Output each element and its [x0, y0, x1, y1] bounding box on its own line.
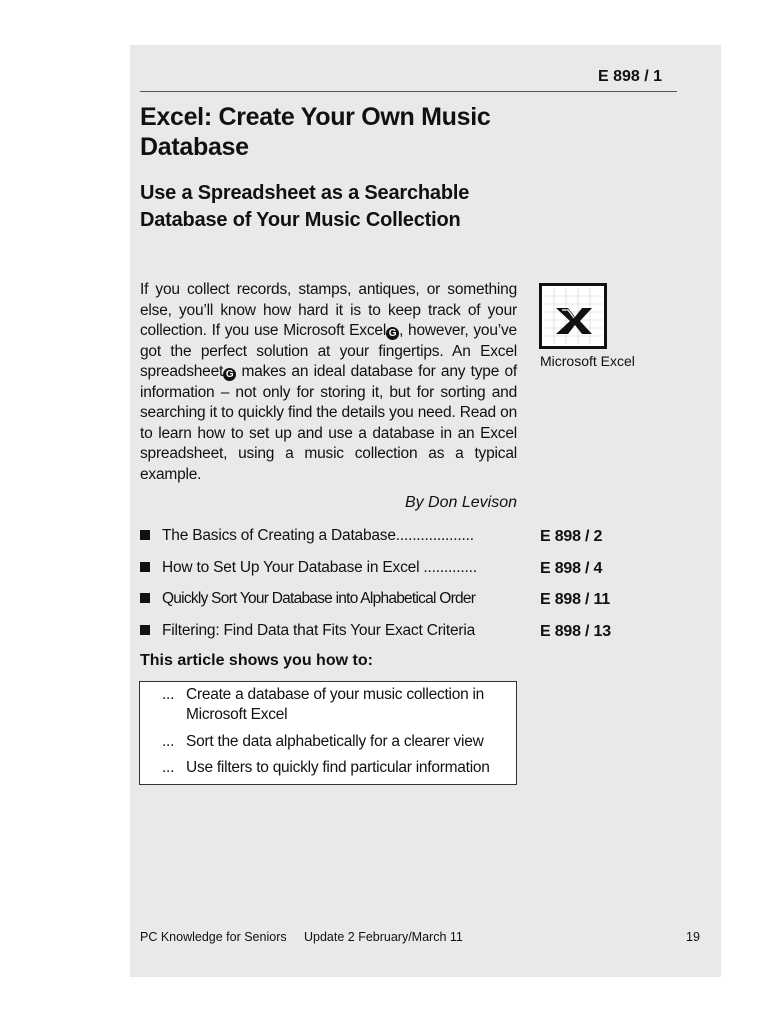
list-item-text: Create a database of your music collection in Microsoft Excel [186, 686, 485, 723]
toc-item-ref: E 898 / 2 [540, 528, 603, 545]
excel-logo-graphic [542, 286, 604, 346]
toc-item-label: Quickly Sort Your Database into Alphabetical Order [162, 590, 476, 607]
list-item-dots: ... [162, 686, 175, 703]
toc-item-ref: E 898 / 4 [540, 560, 603, 577]
list-item-text: Use filters to quickly find particular information [186, 759, 490, 776]
list-item-dots: ... [162, 759, 175, 776]
footer-update: Update 2 February/March 11 [303, 930, 463, 944]
toc-item-label: The Basics of Creating a Database................... [162, 527, 474, 544]
header-rule [140, 91, 677, 92]
list-item-text: Sort the data alphabetically for a clearer view [186, 733, 484, 750]
intro-text-1: If you collect records, stamps, antiques, or something else, you’ll know how hard it is to keep track of your collection. If you use Microsoft Excel [140, 281, 517, 339]
bullet-square-icon [140, 593, 150, 603]
toc-item[interactable] [140, 559, 630, 581]
bullet-square-icon [140, 530, 150, 540]
article-title: Excel: Create Your Own Music Database [140, 103, 491, 161]
toc-item-label: Filtering: Find Data that Fits Your Exact Criteria [162, 622, 476, 639]
microsoft-excel-icon [539, 283, 607, 349]
article-code: E 898 / 1 [598, 68, 663, 85]
page-number: 19 [686, 930, 700, 944]
toc-item[interactable] [140, 527, 630, 549]
logo-caption: Microsoft Excel [540, 353, 635, 369]
glossary-mark-icon: G [223, 368, 236, 381]
author-byline: By Don Levison [404, 494, 517, 511]
glossary-mark-icon: G [386, 327, 399, 340]
article-subtitle: Use a Spreadsheet as a Searchable Database of Your Music Collection [140, 182, 470, 231]
toc-item-ref: E 898 / 13 [540, 623, 611, 640]
footer-publication: PC Knowledge for Seniors [140, 930, 287, 944]
bullet-square-icon [140, 625, 150, 635]
toc-item-label: How to Set Up Your Database in Excel ............. [162, 559, 477, 576]
toc-item[interactable] [140, 622, 630, 644]
shows-heading: This article shows you how to: [140, 652, 373, 669]
learning-goals-box [139, 681, 517, 785]
intro-text-2: , however, you’ve got the perfect solution at your fingertips. An Excel spreadsheet [140, 322, 517, 380]
toc-item-ref: E 898 / 11 [540, 591, 611, 608]
footer-left [140, 930, 463, 944]
toc-item[interactable] [140, 590, 630, 612]
bullet-square-icon [140, 562, 150, 572]
intro-text-3: makes an ideal database for any type of information – not only for storing it, but for sorting and searching it to quickly find the details you need. Read on to learn how to set up and use a database in an Excel spreadsheet, using a music collection as a typical example. [140, 363, 517, 483]
intro-paragraph [140, 280, 517, 485]
list-item-dots: ... [162, 733, 175, 750]
